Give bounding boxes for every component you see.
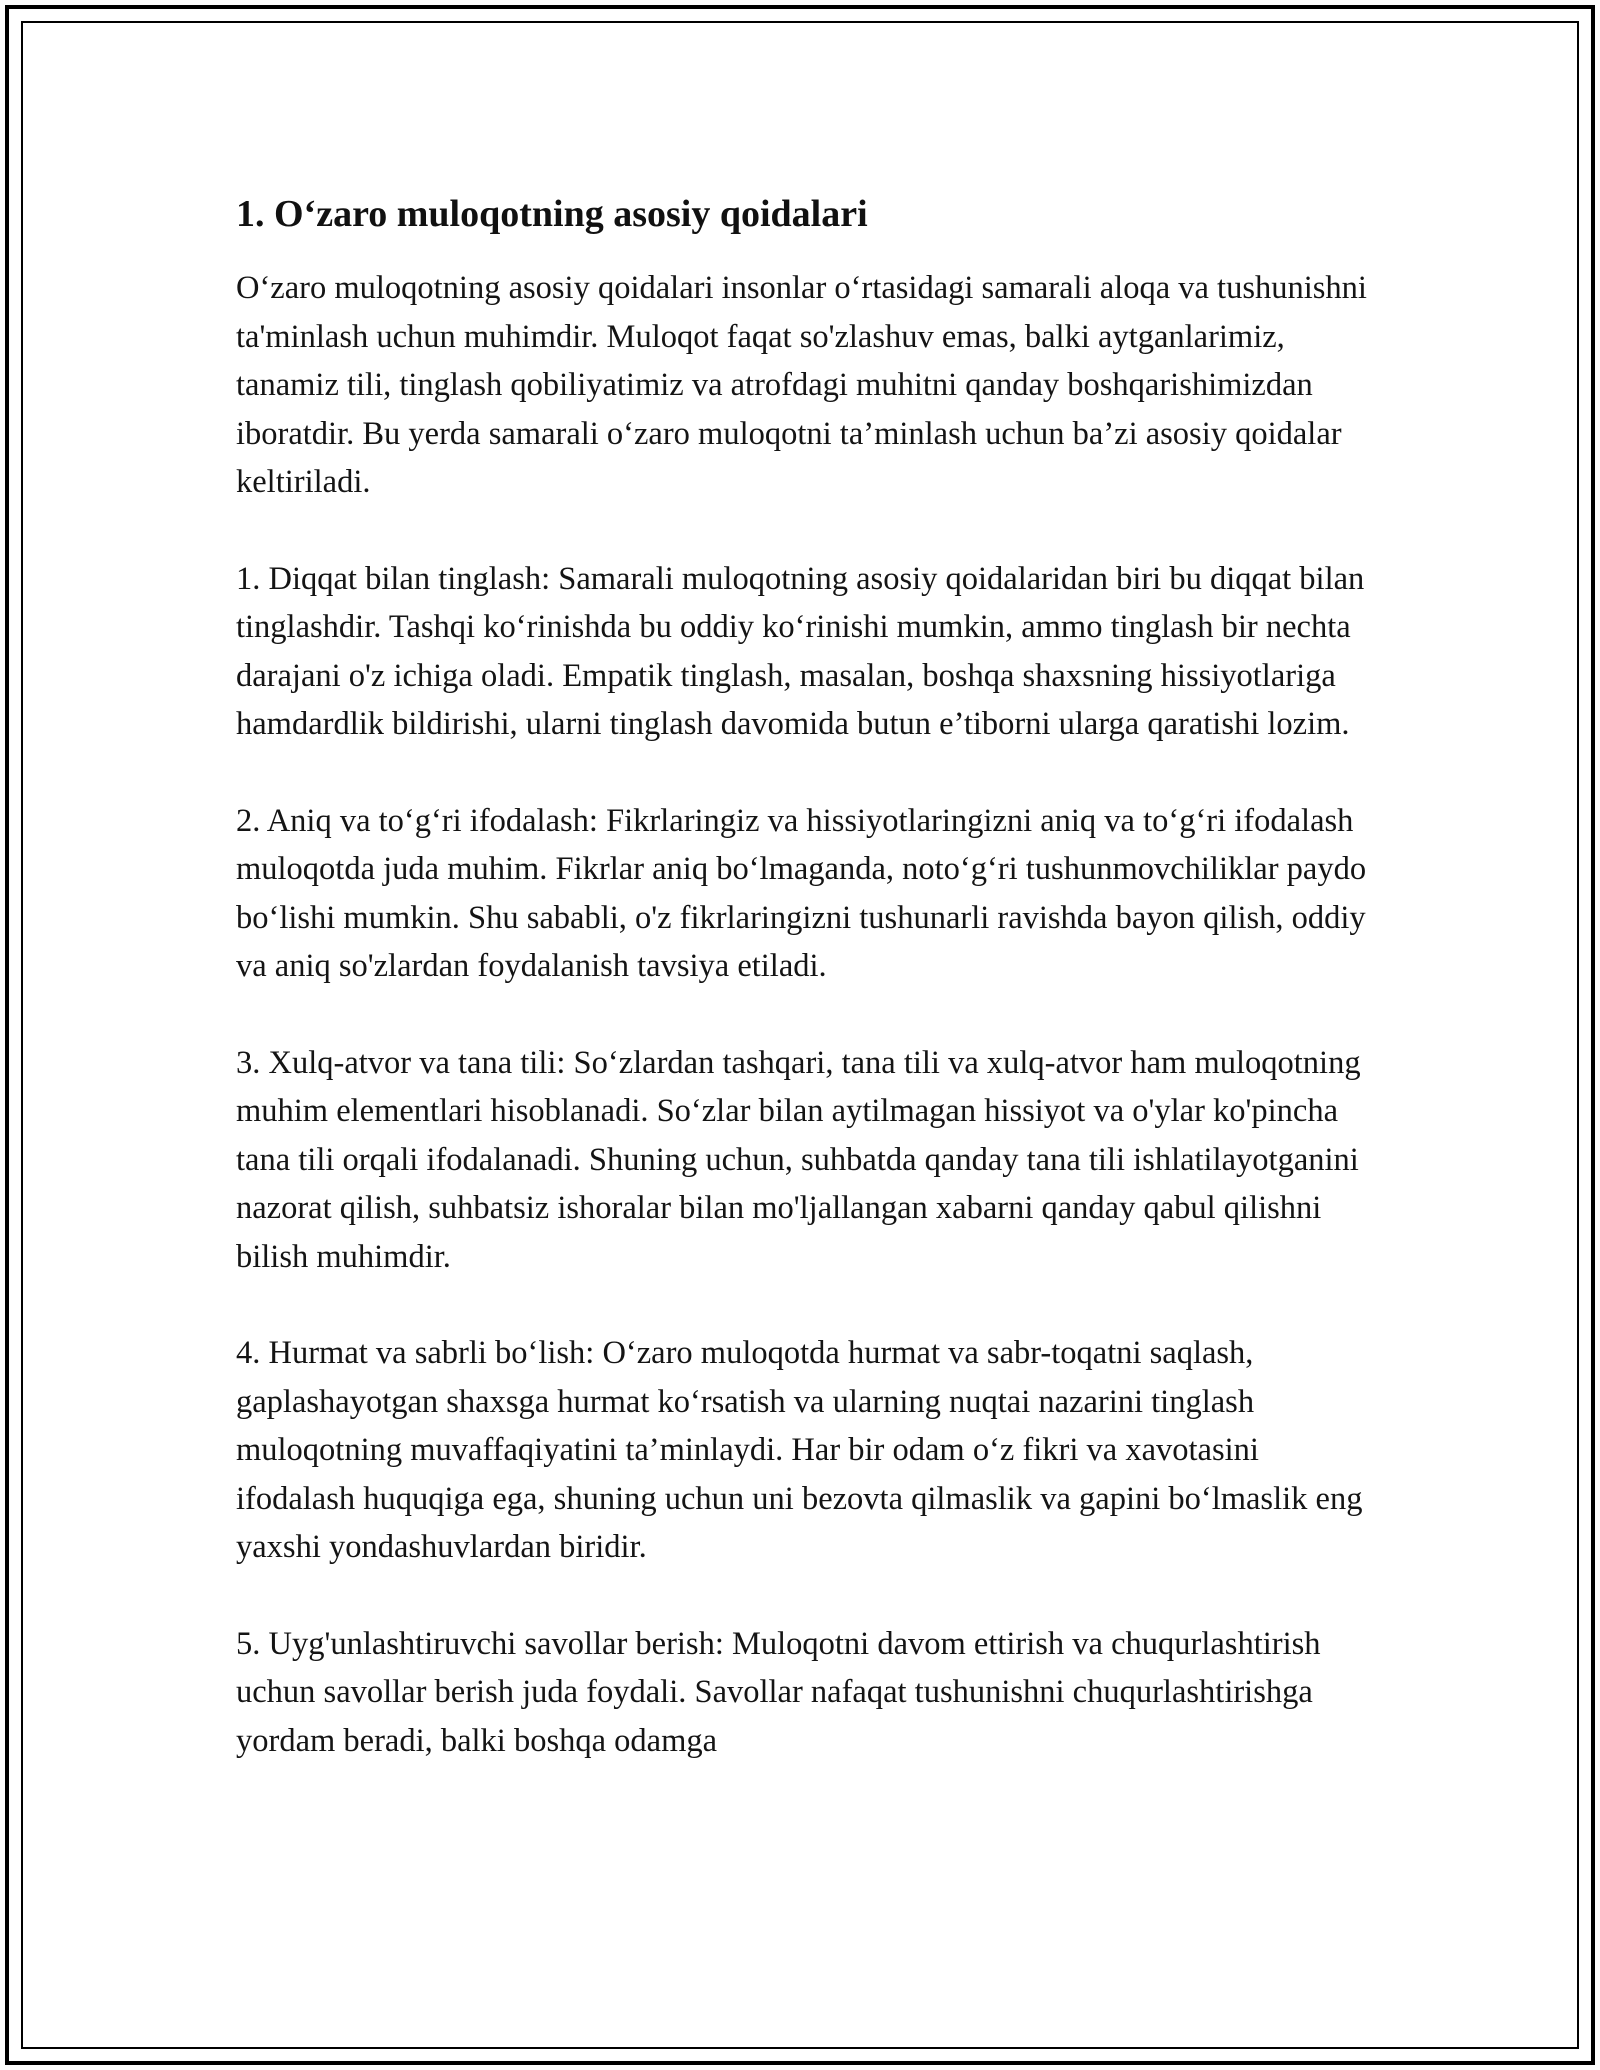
rule-2-paragraph: 2. Aniq va to‘g‘ri ifodalash: Fikrlaringiz va hissiyotlaringizni aniq va to‘g‘ri ifodalash muloqotda juda muhim. Fikrlar aniq bo‘lmaganda, noto‘g‘ri tushunmovchiliklar paydo bo‘lishi mumkin. Shu sababli, o'z fikrlaringizni tushunarli ravishda bayon qilish, oddiy va aniq so'zlardan foydalanish tavsiya etiladi. [236, 802, 1367, 984]
document-body [236, 188, 1376, 1765]
rule-4-paragraph: 4. Hurmat va sabrli bo‘lish: O‘zaro muloqotda hurmat va sabr-toqatni saqlash, gaplashayotgan shaxsga hurmat ko‘rsatish va ularning nuqtai nazarini tinglash muloqotning muvaffaqiyatini ta’minlaydi. Har bir odam o‘z fikri va xavotasini ifodalash huquqiga ega, shuning uchun uni bezovta qilmaslik va gapini bo‘lmaslik eng yaxshi yondashuvlardan biridir. [236, 1335, 1363, 1565]
section-heading: 1. O‘zaro muloqotning asosiy qoidalari [236, 193, 868, 235]
rule-5-paragraph: 5. Uyg'unlashtiruvchi savollar berish: Muloqotni davom ettirish va chuqurlashtirish uchun savollar berish juda foydali. Savollar nafaqat tushunishni chuqurlashtirishga yordam beradi, balki boshqa odamga [236, 1625, 1321, 1759]
rule-3-paragraph: 3. Xulq-atvor va tana tili: So‘zlardan tashqari, tana tili va xulq-atvor ham muloqotning muhim elementlari hisoblanadi. So‘zlar bilan aytilmagan hissiyot va o'ylar ko'pincha tana tili orqali ifodalanadi. Shuning uchun, suhbatda qanday tana tili ishlatilayotganini nazorat qilish, suhbatsiz ishoralar bilan mo'ljallangan xabarni qanday qabul qilishni bilish muhimdir. [236, 1044, 1361, 1275]
intro-paragraph: O‘zaro muloqotning asosiy qoidalari insonlar o‘rtasidagi samarali aloqa va tushunishni ta'minlash uchun muhimdir. Muloqot faqat so'zlashuv emas, balki aytganlarimiz, tanamiz tili, tinglash qobiliyatimiz va atrofdagi muhitni qanday boshqarishimizdan iboratdir. Bu yerda samarali o‘zaro muloqotni ta’minlash uchun ba’zi asosiy qoidalar keltiriladi. [236, 270, 1367, 500]
rule-1-paragraph: 1. Diqqat bilan tinglash: Samarali muloqotning asosiy qoidalaridan biri bu diqqat bilan tinglashdir. Tashqi ko‘rinishda bu oddiy ko‘rinishi mumkin, ammo tinglash bir nechta darajani o'z ichiga oladi. Empatik tinglash, masalan, boshqa shaxsning hissiyotlariga hamdardlik bildirishi, ularni tinglash davomida butun e’tiborni ularga qaratishi lozim. [236, 560, 1365, 742]
